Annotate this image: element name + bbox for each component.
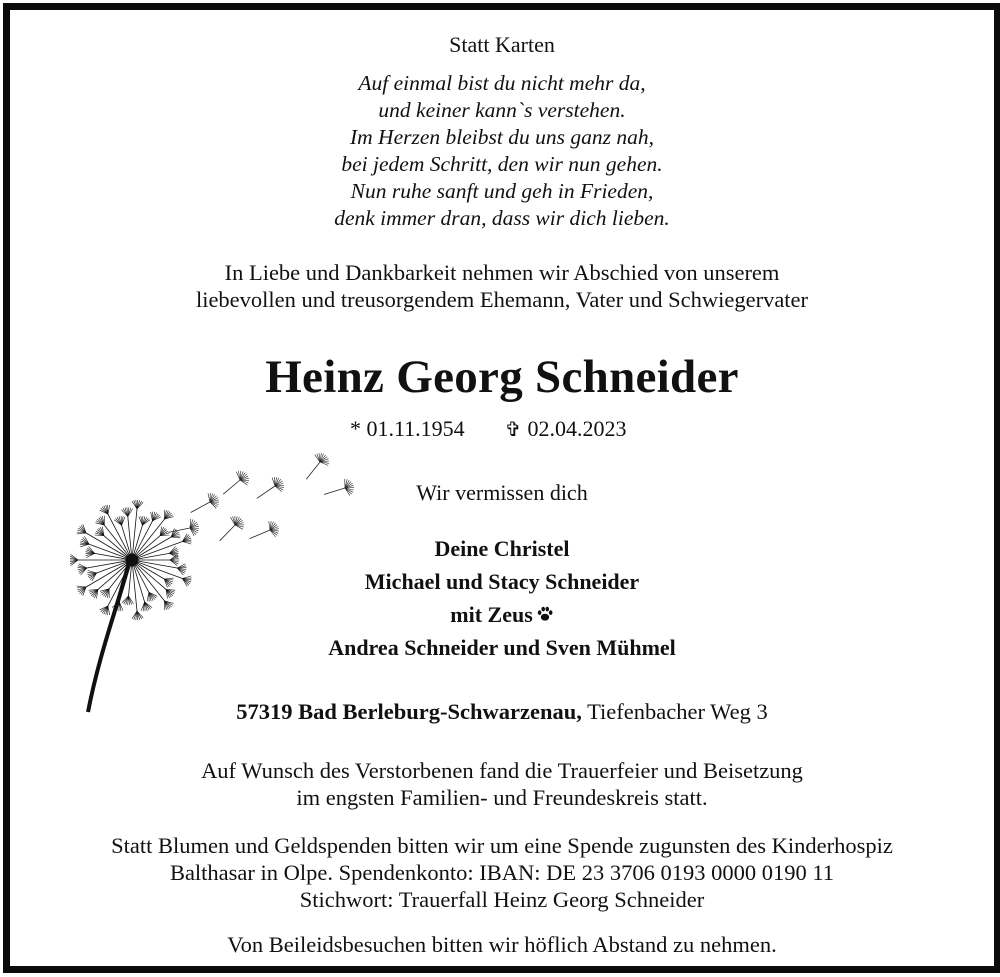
family-line: Deine Christel: [434, 536, 570, 561]
poem-line: bei jedem Schritt, den wir nun gehen.: [341, 152, 663, 176]
life-dates: [350, 416, 626, 442]
donation-line: Balthasar in Olpe. Spendenkonto: IBAN: DE 23 3706 0193 0000 0190 11: [169, 860, 835, 885]
condolence-visits-notice: Von Beileidsbesuchen bitten wir höflich Abstand zu nehmen.: [227, 932, 777, 957]
obituary-frame: [3, 3, 1000, 973]
poem-line: und keiner kann`s verstehen.: [378, 98, 626, 122]
funeral-line: Auf Wunsch des Verstorbenen fand die Trauerfeier und Beisetzung: [201, 758, 803, 783]
family-line: [10, 598, 994, 631]
donation-line: Statt Blumen und Geldspenden bitten wir um eine Spende zugunsten des Kinderhospiz: [111, 833, 893, 858]
family-line: Michael und Stacy Schneider: [364, 569, 640, 594]
deceased-name: Heinz Georg Schneider: [265, 351, 739, 403]
poem-line: denk immer dran, dass wir dich lieben.: [334, 206, 670, 230]
address: [10, 699, 994, 725]
death-date: 02.04.2023: [527, 416, 627, 441]
poem: [10, 70, 994, 232]
funeral-line: im engsten Familien- und Freundeskreis statt.: [296, 785, 708, 810]
family-line: Andrea Schneider und Sven Mühmel: [328, 635, 676, 660]
cross-icon: ✞: [504, 417, 522, 441]
family-signatures: [10, 532, 994, 664]
we-miss-you: Wir vermissen dich: [416, 480, 588, 505]
address-city: 57319 Bad Berleburg-Schwarzenau,: [236, 699, 582, 724]
funeral-notice: [10, 757, 994, 811]
poem-line: Auf einmal bist du nicht mehr da,: [358, 71, 646, 95]
poem-line: Im Herzen bleibst du uns ganz nah,: [350, 125, 654, 149]
poem-line: Nun ruhe sanft und geh in Frieden,: [350, 179, 654, 203]
intro-text: [10, 259, 994, 313]
address-street: Tiefenbacher Weg 3: [587, 699, 768, 724]
birth-date: * 01.11.1954: [350, 416, 465, 441]
statt-karten-heading: Statt Karten: [449, 32, 555, 57]
intro-line: liebevollen und treusorgendem Ehemann, Vater und Schwiegervater: [195, 287, 809, 312]
donation-notice: [10, 832, 994, 913]
family-line-text: mit Zeus: [450, 602, 533, 627]
paw-icon: [536, 605, 554, 623]
donation-line: Stichwort: Trauerfall Heinz Georg Schneider: [299, 887, 705, 912]
intro-line: In Liebe und Dankbarkeit nehmen wir Abschied von unserem: [224, 260, 780, 285]
